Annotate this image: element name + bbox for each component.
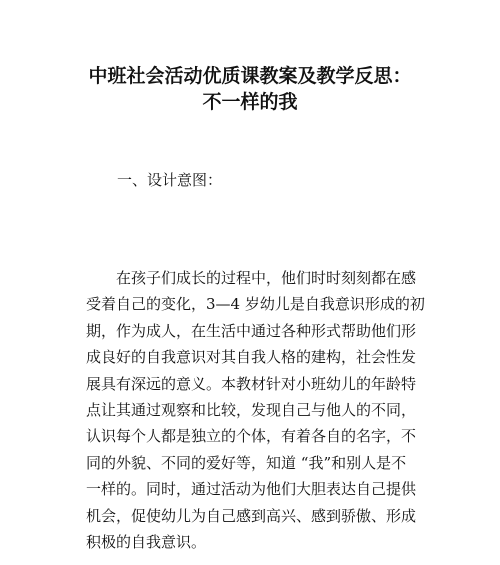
document-title-line-2: 不一样的我 <box>202 91 298 113</box>
body-paragraph <box>86 265 426 555</box>
body-line: 期，作为成人，在生活中通过各种形式帮助他们形 <box>86 321 417 340</box>
body-line: 在孩子们成长的过程中，他们时时刻刻都在感 <box>86 269 417 287</box>
body-line: 同的外貌、不同的爱好等，知道 “我”和别人是不 <box>86 453 407 472</box>
body-line: 点让其通过观察和比较，发现自己与他人的不同， <box>86 401 417 420</box>
body-line: 认识每个人都是独立的个体，有着各自的名字，不 <box>86 427 417 446</box>
section-heading-design-intent: 一、设计意图： <box>117 171 223 189</box>
document-title-line-1: 中班社会活动优质课教案及教学反思： <box>88 65 412 87</box>
body-line: 机会，促使幼儿为自己感到高兴、感到骄傲、形成 <box>86 506 417 525</box>
body-line: 一样的。同时，通过活动为他们大胆表达自己提供 <box>86 480 417 499</box>
body-line: 积极的自我意识。 <box>86 533 207 552</box>
body-line: 受着自己的变化，3—4 岁幼儿是自我意识形成的初 <box>86 295 425 314</box>
body-line: 展具有深远的意义。本教材针对小班幼儿的年龄特 <box>86 374 417 393</box>
body-line: 成良好的自我意识对其自我人格的建构，社会性发 <box>86 348 417 367</box>
